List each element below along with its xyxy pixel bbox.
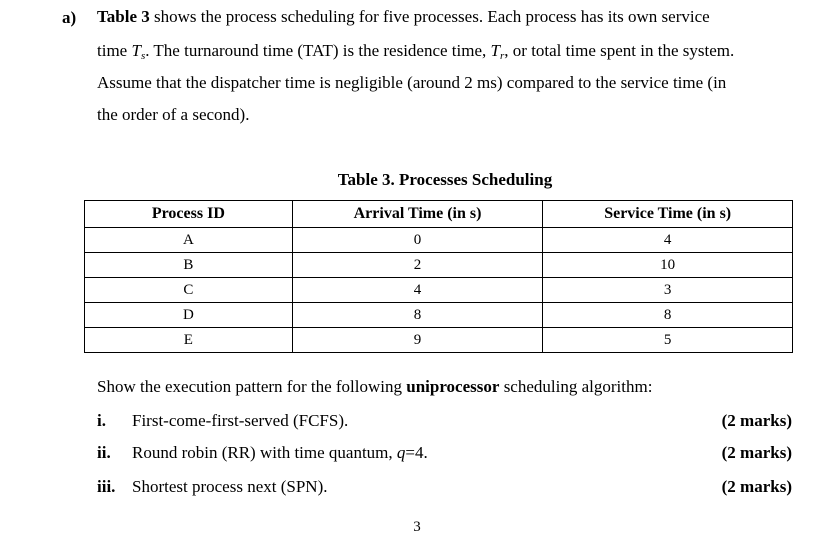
service-time-cell: 3: [543, 278, 793, 303]
q-value: =4.: [405, 443, 428, 462]
table-row: [85, 278, 793, 303]
intro-text-b: scheduling algorithm:: [499, 377, 653, 396]
service-time-cell: 4: [543, 228, 793, 253]
service-time-cell: 10: [543, 253, 793, 278]
question-paragraph-line-2: [97, 41, 735, 62]
arrival-time-cell: 8: [292, 303, 543, 328]
process-scheduling-table: [84, 200, 793, 353]
intro-bold-term: uniprocessor: [406, 377, 500, 396]
ts-variable: T: [131, 41, 141, 60]
question-paragraph-line-1: [97, 8, 710, 25]
arrival-time-cell: 9: [292, 328, 543, 353]
subquestion-marks: (2 marks): [721, 443, 792, 462]
process-id-cell: E: [85, 328, 293, 353]
para-line2-text-b: . The turnaround time (TAT) is the residence time,: [145, 41, 491, 60]
table-reference: Table 3: [97, 7, 150, 26]
tr-subscript: r: [500, 50, 505, 62]
para-line1-text: shows the process scheduling for five processes. Each process has its own service: [149, 7, 710, 26]
subquestion-i: [97, 412, 348, 429]
subquestion-number: iii.: [97, 477, 116, 496]
subquestion-marks: (2 marks): [721, 411, 792, 430]
table-row: [85, 228, 793, 253]
arrival-time-cell: 0: [292, 228, 543, 253]
service-time-cell: 8: [543, 303, 793, 328]
subquestion-number: ii.: [97, 443, 111, 462]
process-id-cell: C: [85, 278, 293, 303]
subquestion-marks: (2 marks): [721, 477, 792, 496]
question-paragraph-line-3: Assume that the dispatcher time is negligible (around 2 ms) compared to the service time (in: [97, 73, 727, 92]
header-service-time: Service Time (in s): [543, 201, 793, 228]
process-id-cell: B: [85, 253, 293, 278]
process-id-cell: A: [85, 228, 293, 253]
service-time-cell: 5: [543, 328, 793, 353]
header-arrival-time: Arrival Time (in s): [292, 201, 543, 228]
intro-text-a: Show the execution pattern for the following: [97, 377, 407, 396]
para-line2-text-a: time: [97, 41, 132, 60]
arrival-time-cell: 4: [292, 278, 543, 303]
para-line2-text-c: , or total time spent in the system.: [504, 41, 735, 60]
table-caption-text: Table 3. Processes Scheduling: [337, 170, 553, 189]
table-header-row: [85, 201, 793, 228]
table-row: [85, 303, 793, 328]
table-row: [85, 253, 793, 278]
subquestion-text: Round robin (RR) with time quantum,: [132, 443, 397, 462]
subquestion-iii: [97, 478, 327, 495]
arrival-time-cell: 2: [292, 253, 543, 278]
table-row: [85, 328, 793, 353]
question-label: a): [62, 8, 77, 27]
subquestion-ii: [97, 444, 428, 461]
subquestion-number: i.: [97, 411, 106, 430]
q-variable: q: [396, 443, 406, 462]
page-number-text: 3: [413, 519, 421, 535]
subquestion-text: Shortest process next (SPN).: [132, 477, 328, 496]
tr-variable: T: [490, 41, 500, 60]
instructions-intro: [97, 378, 652, 395]
page-number: [0, 519, 816, 536]
ts-subscript: s: [140, 50, 146, 62]
question-paragraph-line-4: the order of a second).: [97, 105, 250, 124]
subquestion-text: First-come-first-served (FCFS).: [132, 411, 349, 430]
table-caption: [0, 170, 816, 190]
process-id-cell: D: [85, 303, 293, 328]
header-process-id: Process ID: [85, 201, 293, 228]
